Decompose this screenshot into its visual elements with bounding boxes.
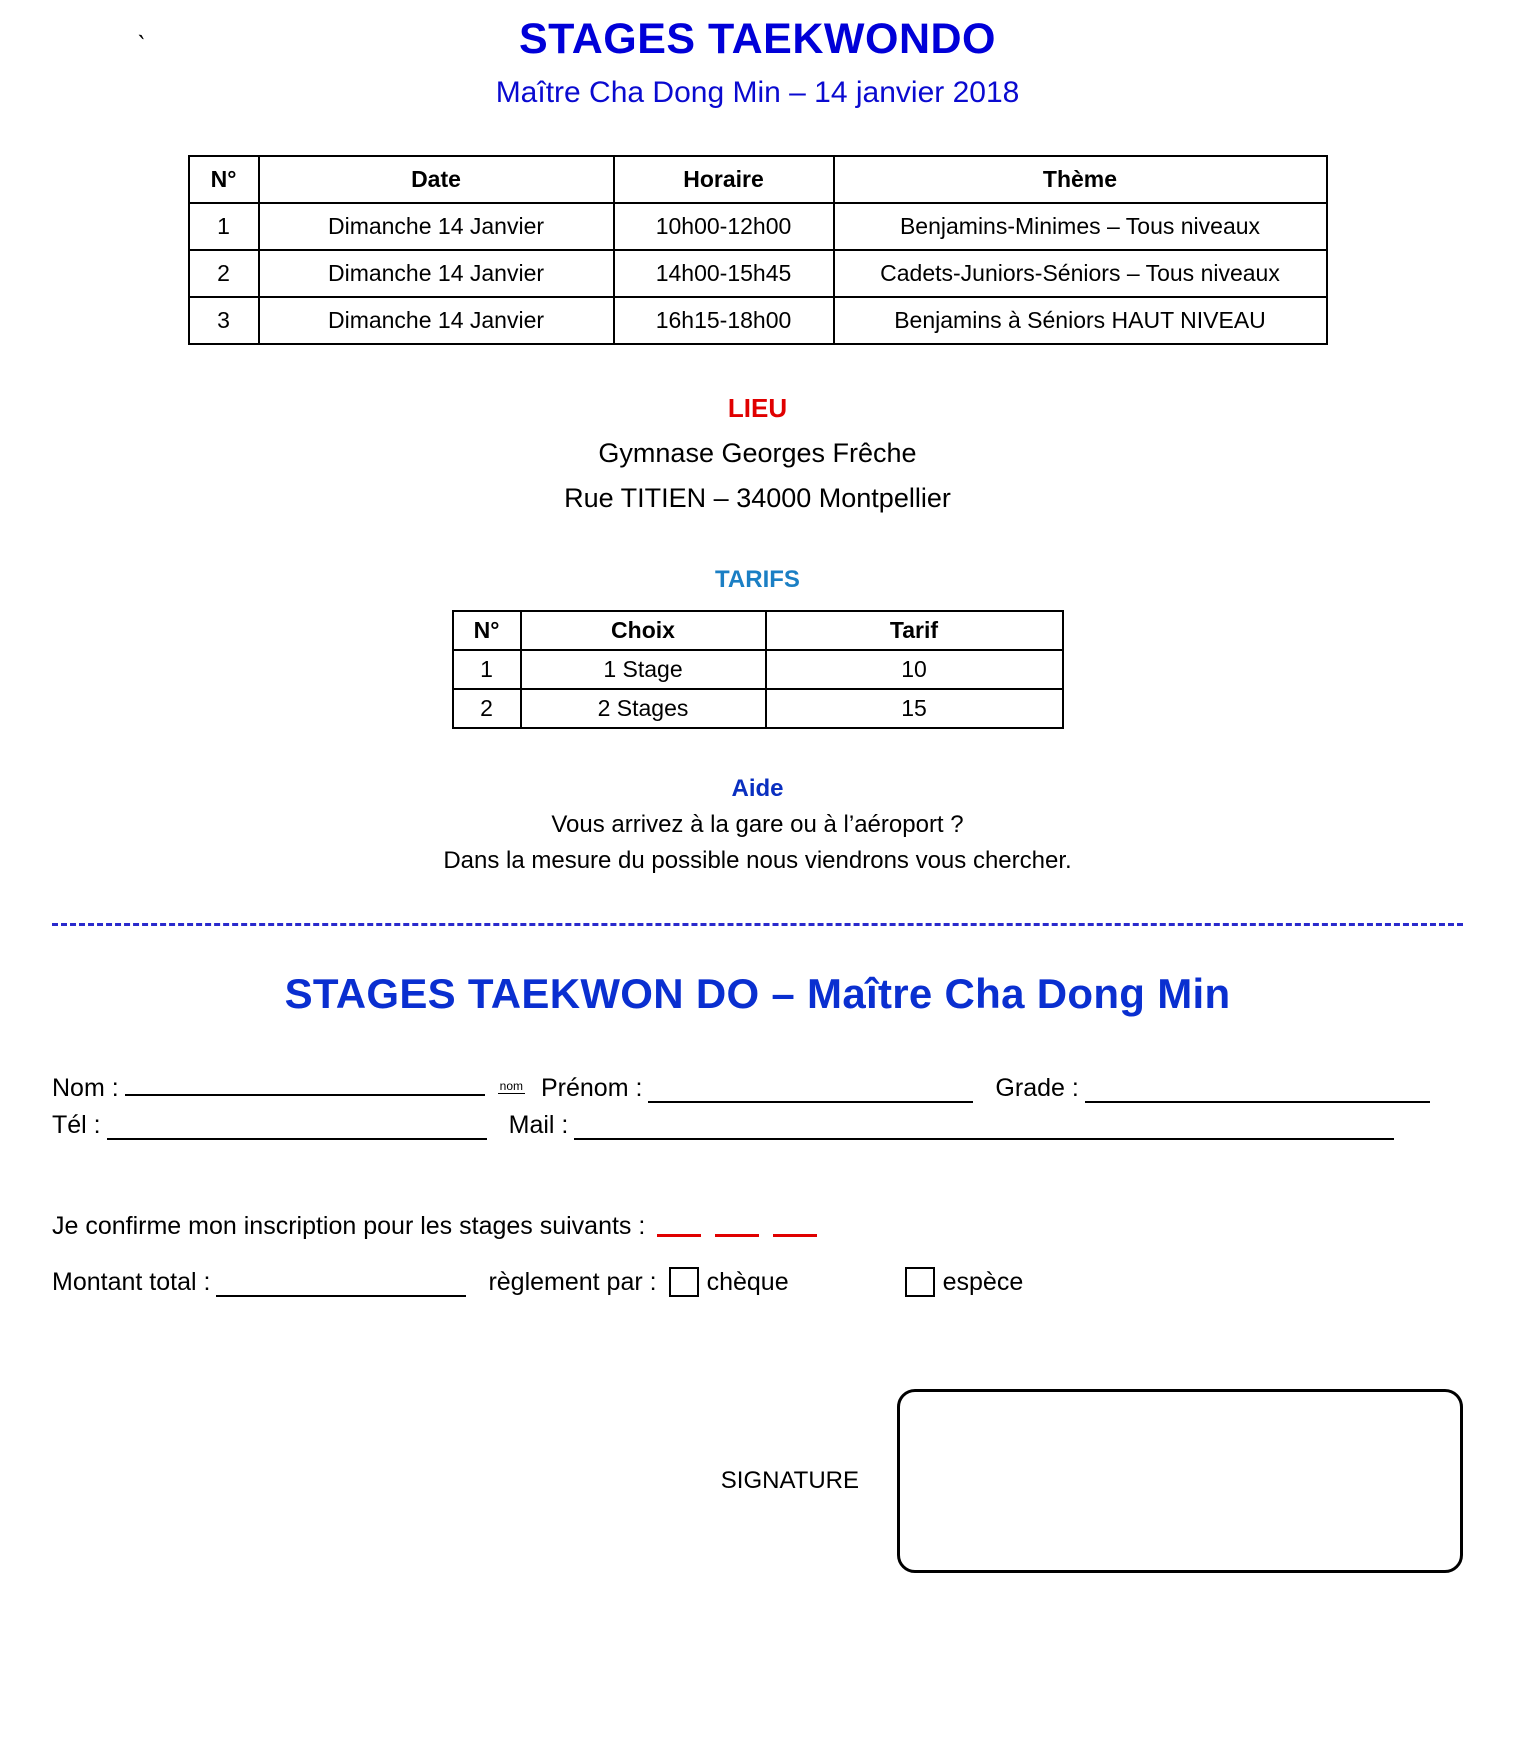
stray-mark-icon: ` bbox=[134, 29, 147, 61]
lieu-venue: Gymnase Georges Frêche bbox=[598, 438, 917, 469]
prenom-label: Prénom : bbox=[540, 1074, 643, 1103]
cut-line-divider bbox=[52, 923, 1463, 926]
nom-input[interactable] bbox=[125, 1068, 485, 1096]
schedule-header-n: N° bbox=[189, 156, 259, 203]
mail-input[interactable] bbox=[574, 1112, 1394, 1140]
table-header-row bbox=[453, 611, 1063, 650]
schedule-cell-horaire: 10h00-12h00 bbox=[614, 203, 834, 250]
registration-fields bbox=[0, 1068, 1515, 1140]
cheque-label: chèque bbox=[706, 1268, 789, 1297]
tarifs-header-n: N° bbox=[453, 611, 521, 650]
schedule-cell-n: 3 bbox=[189, 297, 259, 344]
aide-line-1: Vous arrivez à la gare ou à l’aéroport ? bbox=[551, 811, 964, 839]
tarifs-header-tarif: Tarif bbox=[766, 611, 1063, 650]
table-row bbox=[189, 297, 1327, 344]
name-row bbox=[52, 1068, 1463, 1103]
mail-label: Mail : bbox=[508, 1111, 569, 1140]
espece-label: espèce bbox=[942, 1268, 1024, 1297]
confirmation-row bbox=[0, 1212, 1515, 1241]
schedule-header-horaire: Horaire bbox=[614, 156, 834, 203]
tarifs-table-wrapper bbox=[452, 610, 1064, 729]
schedule-header-theme: Thème bbox=[834, 156, 1327, 203]
stage-blank-2[interactable] bbox=[715, 1232, 759, 1237]
tel-input[interactable] bbox=[107, 1112, 487, 1140]
aide-line-2: Dans la mesure du possible nous viendrons vous chercher. bbox=[443, 847, 1072, 875]
prenom-input[interactable] bbox=[648, 1075, 973, 1103]
table-row bbox=[453, 650, 1063, 689]
signature-label: SIGNATURE bbox=[720, 1467, 859, 1495]
tarifs-cell-n: 1 bbox=[453, 650, 521, 689]
form-title: STAGES TAEKWON DO – Maître Cha Dong Min bbox=[284, 970, 1231, 1018]
table-row bbox=[189, 203, 1327, 250]
schedule-header-date: Date bbox=[259, 156, 614, 203]
page-title: STAGES TAEKWONDO bbox=[518, 15, 996, 63]
schedule-cell-horaire: 14h00-15h45 bbox=[614, 250, 834, 297]
payment-row bbox=[0, 1267, 1515, 1297]
tarifs-header-choix: Choix bbox=[521, 611, 766, 650]
tarifs-cell-n: 2 bbox=[453, 689, 521, 728]
lieu-heading: LIEU bbox=[727, 393, 788, 424]
signature-area bbox=[0, 1389, 1515, 1573]
nom-hint-text: nom bbox=[499, 1079, 523, 1094]
stage-blank-3[interactable] bbox=[773, 1232, 817, 1237]
nom-label: Nom : bbox=[52, 1074, 119, 1103]
reglement-label: règlement par : bbox=[488, 1268, 657, 1297]
cheque-checkbox[interactable] bbox=[669, 1267, 699, 1297]
tarifs-cell-choix: 2 Stages bbox=[521, 689, 766, 728]
montant-input[interactable] bbox=[216, 1269, 466, 1297]
stage-blank-1[interactable] bbox=[657, 1232, 701, 1237]
schedule-cell-theme: Benjamins à Séniors HAUT NIVEAU bbox=[834, 297, 1327, 344]
schedule-cell-n: 2 bbox=[189, 250, 259, 297]
table-row bbox=[189, 250, 1327, 297]
tel-label: Tél : bbox=[52, 1111, 101, 1140]
tarifs-cell-choix: 1 Stage bbox=[521, 650, 766, 689]
tarifs-cell-tarif: 15 bbox=[766, 689, 1063, 728]
schedule-table-wrapper bbox=[188, 155, 1328, 345]
schedule-cell-n: 1 bbox=[189, 203, 259, 250]
tarifs-cell-tarif: 10 bbox=[766, 650, 1063, 689]
confirm-label: Je confirme mon inscription pour les stages suivants : bbox=[52, 1212, 646, 1241]
schedule-table bbox=[188, 155, 1328, 345]
schedule-cell-date: Dimanche 14 Janvier bbox=[259, 250, 614, 297]
espece-checkbox[interactable] bbox=[905, 1267, 935, 1297]
schedule-cell-theme: Benjamins-Minimes – Tous niveaux bbox=[834, 203, 1327, 250]
page-subtitle: Maître Cha Dong Min – 14 janvier 2018 bbox=[495, 76, 1020, 110]
contact-row bbox=[52, 1111, 1463, 1140]
aide-heading: Aide bbox=[731, 775, 784, 803]
schedule-cell-horaire: 16h15-18h00 bbox=[614, 297, 834, 344]
nom-field-wrapper bbox=[125, 1068, 523, 1103]
stage-choice-blanks[interactable] bbox=[657, 1232, 817, 1237]
montant-label: Montant total : bbox=[52, 1268, 211, 1297]
table-row bbox=[453, 689, 1063, 728]
schedule-cell-theme: Cadets-Juniors-Séniors – Tous niveaux bbox=[834, 250, 1327, 297]
signature-box[interactable] bbox=[897, 1389, 1463, 1573]
lieu-address: Rue TITIEN – 34000 Montpellier bbox=[564, 483, 951, 514]
schedule-cell-date: Dimanche 14 Janvier bbox=[259, 203, 614, 250]
tarifs-table bbox=[452, 610, 1064, 729]
grade-label: Grade : bbox=[995, 1074, 1079, 1103]
grade-input[interactable] bbox=[1085, 1075, 1430, 1103]
schedule-cell-date: Dimanche 14 Janvier bbox=[259, 297, 614, 344]
table-header-row bbox=[189, 156, 1327, 203]
tarifs-heading: TARIFS bbox=[715, 566, 800, 594]
